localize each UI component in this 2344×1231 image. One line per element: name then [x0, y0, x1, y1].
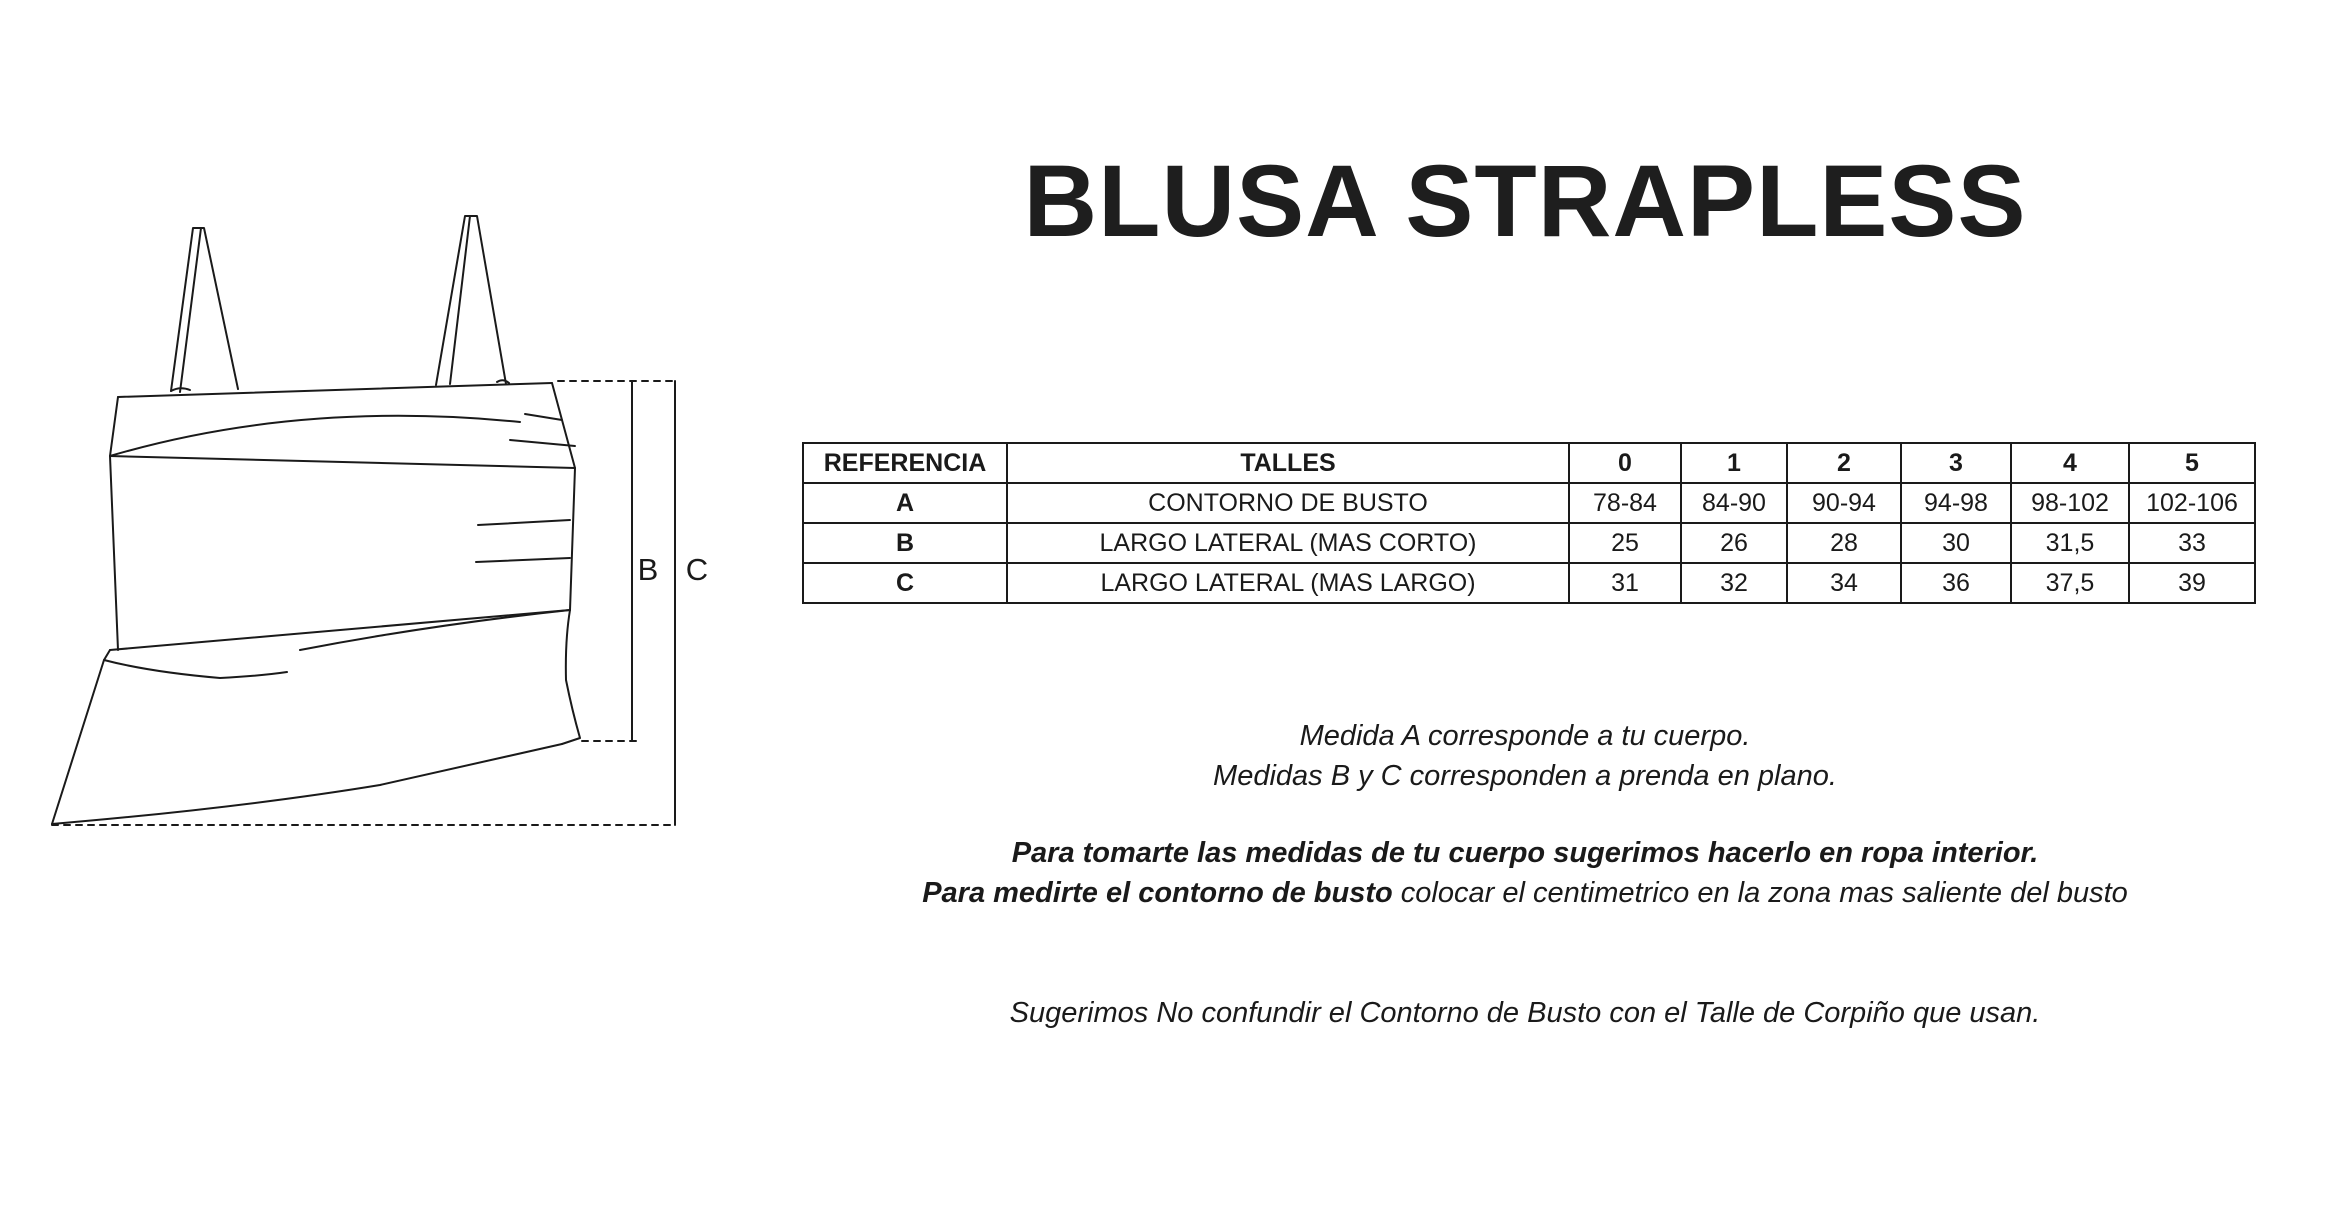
- row-value: 39: [2129, 563, 2255, 603]
- note-bust-measure-bold: Para medirte el contorno de busto: [922, 877, 1393, 909]
- row-ref: C: [803, 563, 1007, 603]
- note-underwear: [800, 833, 2250, 873]
- header-size-4: 4: [2011, 443, 2129, 483]
- header-size-2: 2: [1787, 443, 1901, 483]
- header-talles: TALLES: [1007, 443, 1569, 483]
- row-value: 33: [2129, 523, 2255, 563]
- table-row: [803, 523, 2255, 563]
- blouse-body: [52, 456, 580, 824]
- row-value: 32: [1681, 563, 1787, 603]
- table-header-row: [803, 443, 2255, 483]
- row-value: 94-98: [1901, 483, 2011, 523]
- note-measure-bc: Medidas B y C corresponden a prenda en plano.: [1213, 760, 1837, 792]
- row-value: 90-94: [1787, 483, 1901, 523]
- row-value: 84-90: [1681, 483, 1787, 523]
- row-ref: A: [803, 483, 1007, 523]
- measure-b-label: B: [637, 552, 659, 587]
- size-table: [802, 442, 2256, 604]
- header-size-1: 1: [1681, 443, 1787, 483]
- row-value: 36: [1901, 563, 2011, 603]
- row-value: 102-106: [2129, 483, 2255, 523]
- header-referencia: REFERENCIA: [803, 443, 1007, 483]
- measure-guides: [52, 381, 676, 825]
- table-row: [803, 563, 2255, 603]
- row-value: 25: [1569, 523, 1681, 563]
- left-strap: [171, 228, 238, 392]
- row-value: 31,5: [2011, 523, 2129, 563]
- row-value: 78-84: [1569, 483, 1681, 523]
- measure-lines: [632, 381, 675, 825]
- header-size-3: 3: [1901, 443, 2011, 483]
- row-value: 37,5: [2011, 563, 2129, 603]
- header-size-5: 5: [2129, 443, 2255, 483]
- row-value: 31: [1569, 563, 1681, 603]
- row-name: CONTORNO DE BUSTO: [1007, 483, 1569, 523]
- garment-drawing: [0, 0, 760, 900]
- row-value: 28: [1787, 523, 1901, 563]
- row-value: 98-102: [2011, 483, 2129, 523]
- note-bra-size: Sugerimos No confundir el Contorno de Busto con el Talle de Corpiño que usan.: [1009, 997, 2041, 1029]
- row-value: 34: [1787, 563, 1901, 603]
- row-name: LARGO LATERAL (MAS LARGO): [1007, 563, 1569, 603]
- note-bust-measure: [800, 873, 2250, 913]
- row-name: LARGO LATERAL (MAS CORTO): [1007, 523, 1569, 563]
- row-value: 30: [1901, 523, 2011, 563]
- note-measure-a: Medida A corresponde a tu cuerpo.: [1299, 720, 1751, 752]
- measure-c-label: C: [685, 552, 709, 587]
- note-underwear-text: Para tomarte las medidas de tu cuerpo sugerimos hacerlo en ropa interior.: [1011, 837, 2039, 869]
- row-value: 26: [1681, 523, 1787, 563]
- top-band: [110, 383, 575, 468]
- header-size-0: 0: [1569, 443, 1681, 483]
- right-strap: [436, 216, 509, 385]
- page-title: BLUSA STRAPLESS: [1023, 144, 2027, 258]
- note-bust-measure-rest: colocar el centimetrico en la zona mas saliente del busto: [1392, 877, 2128, 909]
- row-ref: B: [803, 523, 1007, 563]
- table-row: [803, 483, 2255, 523]
